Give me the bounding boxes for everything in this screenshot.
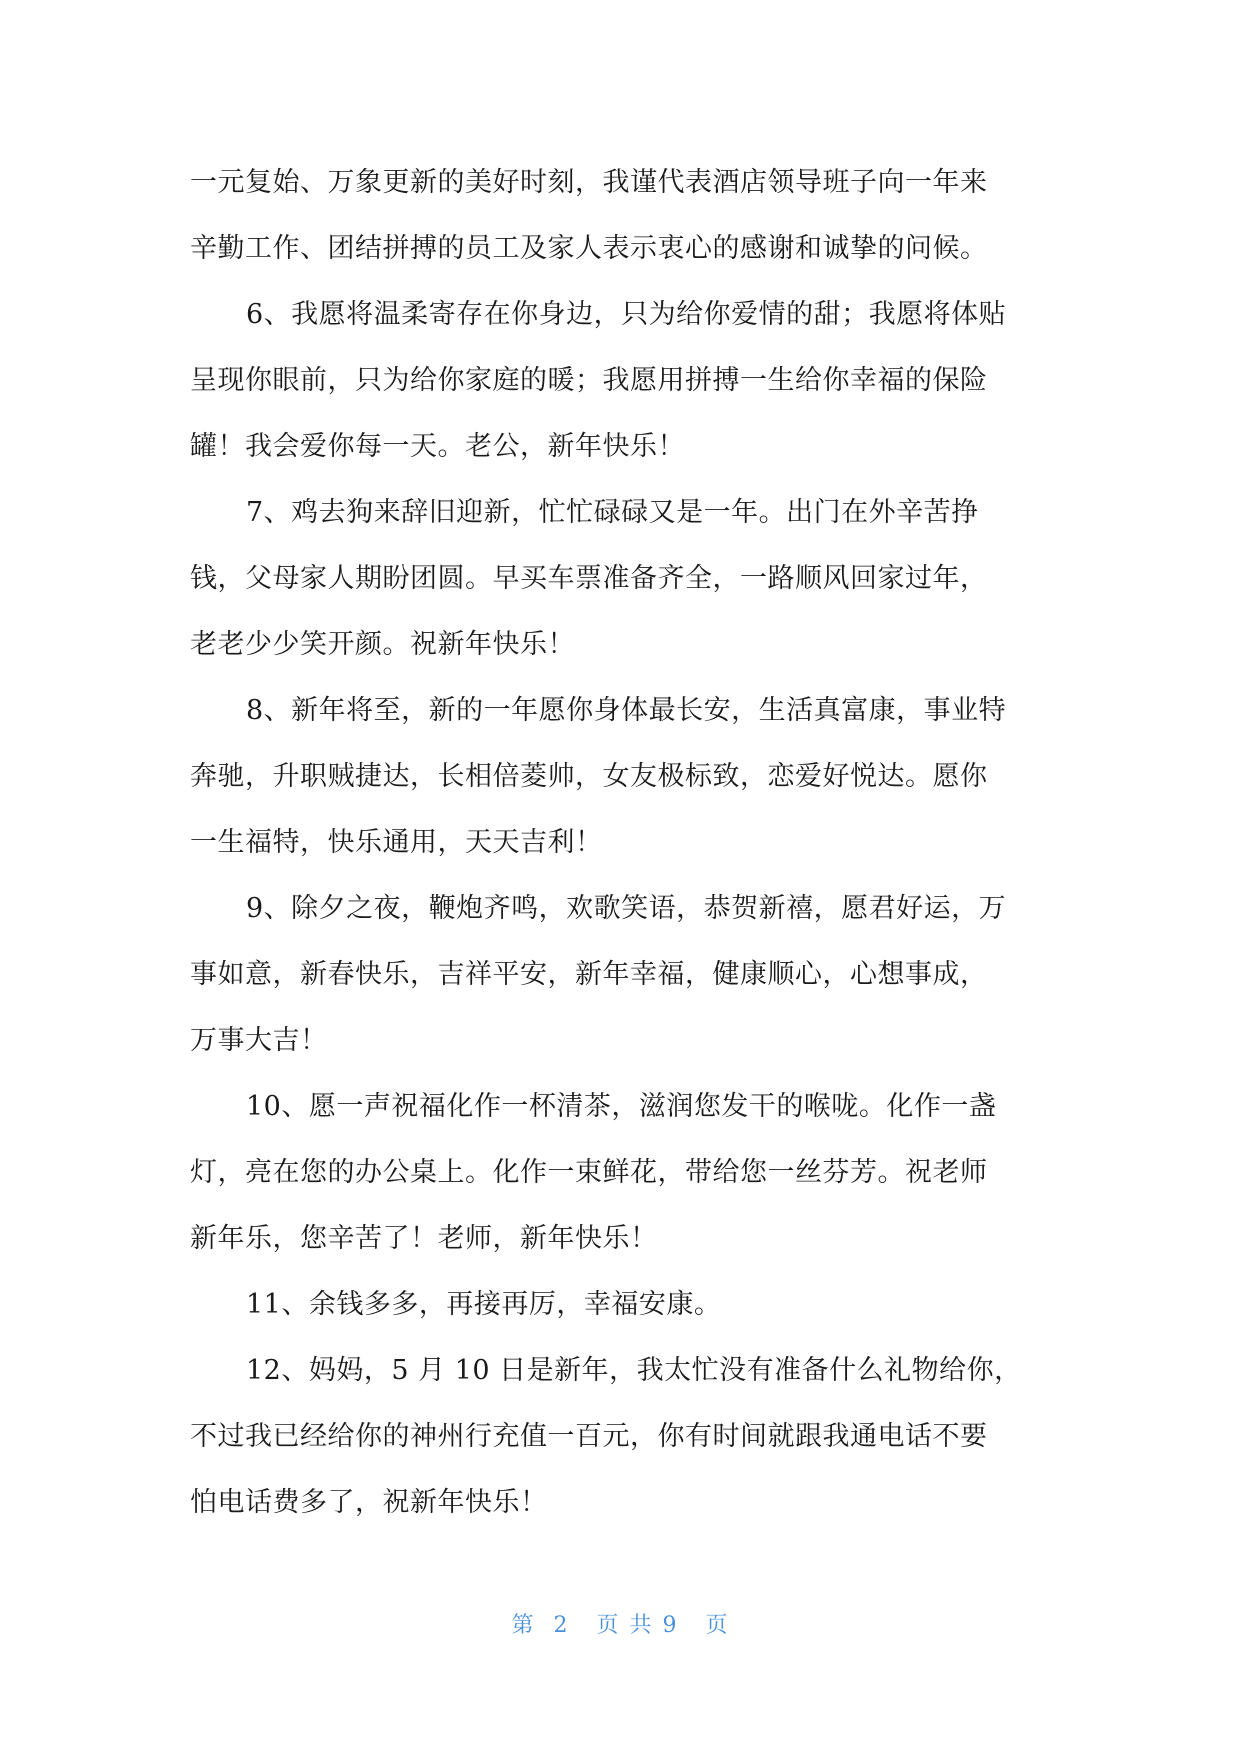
paragraph-start-line: 6、我愿将温柔寄存在你身边，只为给你爱情的甜；我愿将体贴	[246, 299, 1007, 330]
text-line: 罐！我会爱你每一天。老公，新年快乐！	[190, 431, 685, 462]
text-line: 事如意，新春快乐，吉祥平安，新年幸福，健康顺心，心想事成，	[190, 959, 988, 990]
paragraph-start-line: 10、愿一声祝福化作一杯清茶，滋润您发干的喉咙。化作一盏	[246, 1091, 997, 1122]
text-line: 怕电话费多了，祝新年快乐！	[190, 1487, 548, 1518]
text-line: 辛勤工作、团结拼搏的员工及家人表示衷心的感谢和诚挚的问候。	[190, 233, 988, 264]
text-line: 钱，父母家人期盼团圆。早买车票准备齐全，一路顺风回家过年，	[190, 563, 988, 594]
text-line: 万事大吉！	[190, 1025, 328, 1056]
paragraph-start-line: 7、鸡去狗来辞旧迎新，忙忙碌碌又是一年。出门在外辛苦挣	[246, 497, 979, 528]
text-line: 一生福特，快乐通用，天天吉利！	[190, 827, 603, 858]
text-line: 灯，亮在您的办公桌上。化作一束鲜花，带给您一丝芬芳。祝老师	[190, 1157, 988, 1188]
text-line: 呈现你眼前，只为给你家庭的暖；我愿用拼搏一生给你幸福的保险	[190, 365, 988, 396]
text-line: 一元复始、万象更新的美好时刻，我谨代表酒店领导班子向一年来	[190, 167, 988, 198]
paragraph-start-line: 9、除夕之夜，鞭炮齐鸣，欢歌笑语，恭贺新禧，愿君好运，万	[246, 893, 1007, 924]
text-line: 不过我已经给你的神州行充值一百元，你有时间就跟我通电话不要	[190, 1421, 988, 1452]
text-line: 奔驰，升职贼捷达，长相倍菱帅，女友极标致，恋爱好悦达。愿你	[190, 761, 988, 792]
paragraph-start-line: 8、新年将至，新的一年愿你身体最长安，生活真富康，事业特	[246, 695, 1007, 726]
document-body	[190, 150, 1050, 1536]
paragraph-start-line: 12、妈妈，5 月 10 日是新年，我太忙没有准备什么礼物给你，	[246, 1355, 1022, 1386]
paragraph-start-line: 11、余钱多多，再接再厉，幸福安康。	[246, 1289, 722, 1320]
text-line: 老老少少笑开颜。祝新年快乐！	[190, 629, 575, 660]
text-line: 新年乐，您辛苦了！老师，新年快乐！	[190, 1223, 658, 1254]
page-number-footer: 第 2 页 共 9 页	[511, 1613, 730, 1638]
